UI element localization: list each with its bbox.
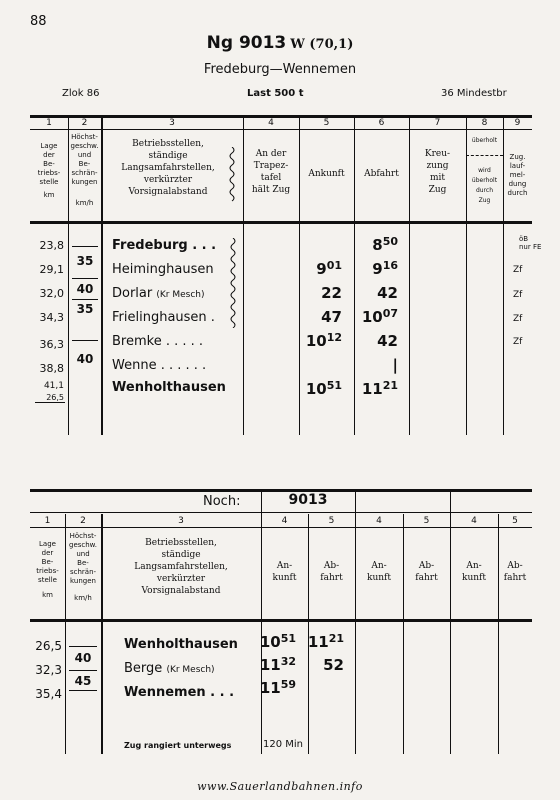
header-overtake-split <box>466 155 503 156</box>
km-value: 41,1 <box>43 381 64 391</box>
table1-header-rule <box>30 221 532 224</box>
arrival-time: $10^{51}$ <box>259 632 296 651</box>
table1-divider-7 <box>466 117 467 435</box>
speed-rule <box>69 690 97 691</box>
header-position-km: Lage der Be- triebs- stelle km <box>37 142 61 199</box>
col-number: 8 <box>481 118 488 128</box>
route-title: Fredeburg—Wennemen <box>203 62 357 77</box>
speed-rule <box>72 278 98 279</box>
speed-limit: 40 <box>76 282 94 296</box>
km-value: 23,8 <box>39 239 64 252</box>
station-name: Wenholthausen <box>112 380 226 395</box>
table1-divider-5 <box>354 117 355 435</box>
header-arrival: An- kunft <box>462 561 486 583</box>
km-value: 32,3 <box>35 663 62 677</box>
station-name: Berge (Kr Mesch) <box>124 661 215 676</box>
header-trapezoid-stop: An der Trapez- tafel hält Zug <box>251 149 291 195</box>
speed-rule <box>72 246 98 247</box>
speed-limit: 35 <box>76 254 94 268</box>
speed-limit: 45 <box>74 674 92 688</box>
col-number: 7 <box>434 118 441 128</box>
col-number: 5 <box>323 118 330 128</box>
station-name: Frielinghausen . <box>112 310 215 325</box>
arrival-time: 22 <box>321 284 342 302</box>
table2-colnum-rule <box>30 527 532 528</box>
table2-divider-6 <box>403 514 404 754</box>
continued-label: Noch: <box>203 494 241 509</box>
continued-train: 9013 <box>288 492 328 508</box>
departure-time: $11^{21}$ <box>361 379 398 398</box>
route-note: öB nur FE <box>519 235 542 251</box>
station-name: Fredeburg . . . <box>112 238 217 253</box>
header-operating-points: Betriebsstellen, ständige Langsamfahrstellen, verkürzter Vorsignalabstand <box>134 538 228 596</box>
col-number: 3 <box>169 118 175 128</box>
slow-zone-wavy-line-icon <box>228 147 236 203</box>
loco-info: Zlok 86 <box>62 88 100 99</box>
header-max-speed: Höchst- geschw. und Be- schrän- kungen km/h <box>70 133 99 207</box>
speed-rule <box>69 646 97 647</box>
header-crossing: Kreu- zung mit Zug <box>424 149 451 195</box>
departure-time: 42 <box>377 284 398 302</box>
departure-time: | <box>392 356 398 374</box>
header-arrival: An- kunft <box>367 561 391 583</box>
speed-limit: 40 <box>76 352 94 366</box>
col-number: 4 <box>471 516 477 526</box>
header-departure: Ab- fahrt <box>320 561 343 583</box>
col-number: 5 <box>423 516 430 526</box>
header-overtakes: überholt <box>471 137 498 144</box>
route-note: Zf <box>513 314 523 324</box>
col-number: 3 <box>178 516 184 526</box>
route-note: Zf <box>513 265 523 275</box>
km-value: 36,3 <box>39 338 64 351</box>
speed-rule <box>72 299 98 300</box>
arrival-time: 47 <box>321 308 342 326</box>
table2-divider-7 <box>450 491 451 754</box>
train-title <box>0 33 560 53</box>
km-value: 26,5 <box>35 639 62 653</box>
slow-zone-wavy-line-icon <box>229 238 237 328</box>
speed-rule <box>72 340 98 341</box>
km-value: 38,8 <box>39 362 64 375</box>
train-number: Ng 9013 <box>206 33 287 53</box>
km-value: 32,0 <box>39 287 64 300</box>
departure-time: $11^{21}$ <box>307 632 344 651</box>
arrival-time: $10^{12}$ <box>305 331 342 350</box>
station-name: Wenholthausen <box>124 637 238 652</box>
header-operating-points: Betriebsstellen, ständige Langsamfahrstellen, verkürzter Vorsignalabstand <box>121 139 215 197</box>
footer-website: www.Sauerlandbahnen.info <box>197 780 363 793</box>
header-max-speed: Höchst- geschw. und Be- schrän- kungen km/h <box>69 532 97 602</box>
col-number: 1 <box>44 516 51 526</box>
col-number: 4 <box>281 516 288 526</box>
km-value: 34,3 <box>39 311 64 324</box>
departure-time: 52 <box>323 656 344 674</box>
station-name: Wennemen . . . <box>124 685 235 700</box>
shunt-note: Zug rangiert unterwegs <box>124 741 232 750</box>
col-number: 1 <box>46 118 52 128</box>
departure-time: $8^{50}$ <box>372 235 398 254</box>
brake-info: 36 Mindestbr <box>441 88 507 99</box>
route-note: Zf <box>513 290 523 300</box>
station-name: Wenne . . . . . . <box>112 358 207 373</box>
header-departure: Ab- fahrt <box>503 561 527 583</box>
col-number: 5 <box>512 516 518 526</box>
speed-limit: 40 <box>74 651 92 665</box>
arrival-time: $10^{51}$ <box>305 379 342 398</box>
header-departure: Ab- fahrt <box>415 561 438 583</box>
col-number: 4 <box>268 118 274 128</box>
table1-divider-4 <box>299 117 300 435</box>
header-departure: Abfahrt <box>364 169 399 179</box>
header-arrival: An- kunft <box>272 561 297 583</box>
km-value: 35,4 <box>35 687 62 701</box>
departure-time: 42 <box>377 332 398 350</box>
col-number: 2 <box>80 516 86 526</box>
train-suffix: W (70,1) <box>290 37 354 52</box>
table2-divider-5 <box>355 491 356 754</box>
table1-divider-2 <box>101 117 103 435</box>
table1-colnum-rule <box>30 129 532 130</box>
col-number: 9 <box>514 118 521 128</box>
table2-header-rule <box>30 619 532 622</box>
col-number: 6 <box>378 118 385 128</box>
departure-time: $9^{16}$ <box>372 259 398 278</box>
arrival-time: $9^{01}$ <box>316 259 342 278</box>
station-name: Heiminghausen <box>112 262 214 277</box>
table2-noch-rule <box>30 512 532 513</box>
load-info: Last 500 t <box>247 88 304 99</box>
header-overtaken-by: wird überholt durch Zug <box>471 167 498 204</box>
col-number: 2 <box>81 118 88 128</box>
km-value-secondary: 26,5 <box>46 393 64 402</box>
arrival-time: $11^{59}$ <box>259 678 296 697</box>
station-name: Dorlar (Kr Mesch) <box>112 286 205 301</box>
speed-rule <box>69 670 97 671</box>
header-arrival: Ankunft <box>308 169 345 179</box>
table2-divider-3 <box>261 491 262 754</box>
speed-limit: 35 <box>76 302 94 316</box>
page-number: 88 <box>30 14 47 29</box>
table2-divider-8 <box>498 514 499 754</box>
header-position-km: Lage der Be- triebs- stelle km <box>36 540 59 599</box>
departure-time: $10^{07}$ <box>361 307 398 326</box>
km-value: 29,1 <box>39 263 64 276</box>
shunt-time: 120 Min <box>263 739 304 750</box>
col-number: 4 <box>376 516 382 526</box>
header-train-report: Zug. lauf- mel- dung durch <box>507 153 528 197</box>
col-number: 5 <box>328 516 335 526</box>
station-name: Bremke . . . . . <box>112 334 204 349</box>
km-rule <box>35 402 65 403</box>
route-note: Zf <box>513 337 523 347</box>
arrival-time: $11^{32}$ <box>259 655 296 674</box>
